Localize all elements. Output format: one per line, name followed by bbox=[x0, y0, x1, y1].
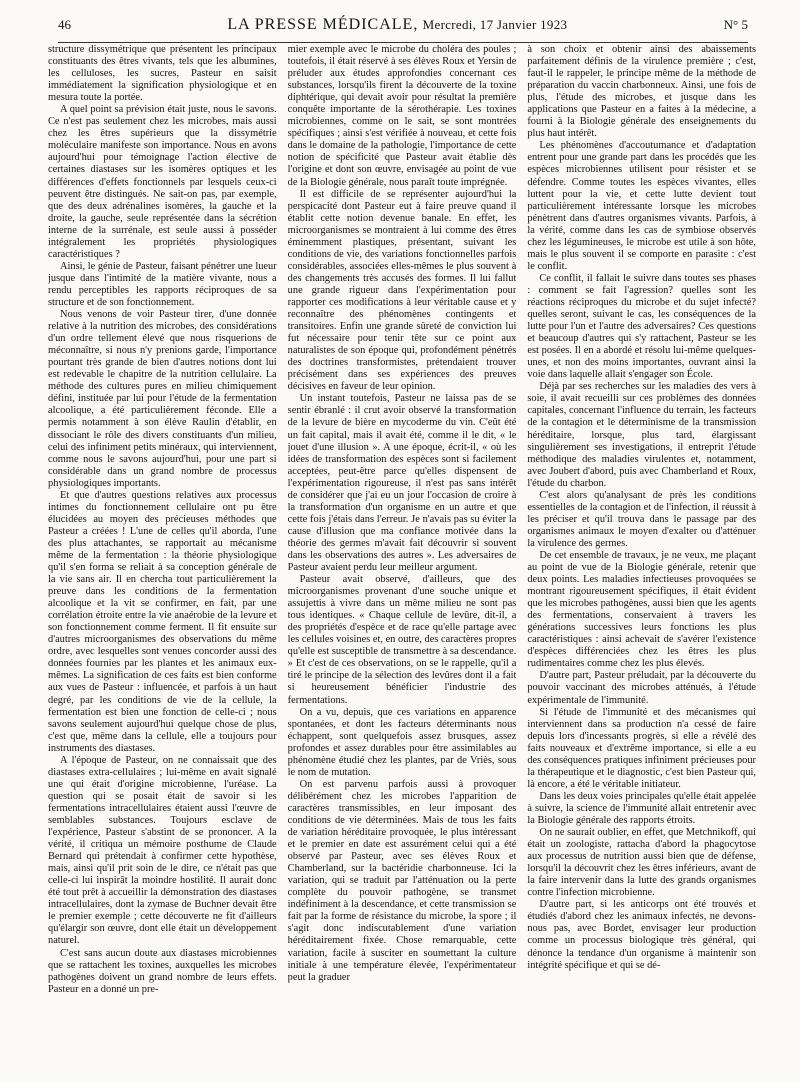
paragraph: A l'époque de Pasteur, on ne connaissait que des diastases extra-cellulaires ; lui-même en avait signalé une qui était d'origine microbienne, l'uréase. La question qui se posait était de savoir si les fermentations intracellulaires étaient aussi l'œuvre de semblables substances. Toujours esclave de l'expérience, Pasteur s'abstint de se prononcer. A la vérité, il critiqua un mémoire posthume de Claude Bernard qui prétendait à confirmer cette hypothèse, mais, ainsi qu'il prit soin de le dire, ce n'était pas que celle-ci lui inspirât la moindre hostilité. Il aurait donc été tout prêt à accueillir la démonstration des diastases intracellulaires, dont la zymase de Buchner devait être le premier exemple ; cette découverte ne fit d'ailleurs qu'élargir son œuvre, dont elle était un développement naturel. bbox=[48, 754, 277, 947]
paragraph: On a vu, depuis, que ces variations en apparence spontanées, et dont les facteurs déterminants nous échappent, sont quelquefois assez brusques, assez profondes et assez durables pour être assimilables au phénomène étudié chez les plantes, par de Vriès, sous le nom de mutation. bbox=[287, 706, 517, 778]
paragraph: Nous venons de voir Pasteur tirer, d'une donnée relative à la nutrition des microbes, des considérations d'un ordre tellement élevé que nous risquerions de méconnaître, si nous n'y prenions garde, l'importance pourtant très grande de bien d'autres notions dont lui est redevable le chapitre de la nutrition cellulaire. La méthode des cultures pures en milieu chimiquement défini, instituée par lui pour l'étude de la fermentation alcoolique, a été particulièrement féconde. Elle a permis notamment à son élève Raulin d'établir, en dissociant le rôle des divers constituants d'un milieu, celui des infiniment petits minéraux, qui interviennent, comme nous le savons aujourd'hui, pour une part si considérable dans un grand nombre de processus physiologiques importants. bbox=[48, 309, 277, 489]
paragraph: Pasteur avait observé, d'ailleurs, que des microorganismes provenant d'une souche unique et assujettis à vivre dans un même milieu ne sont pas tous identiques. « Chaque cellule de levûre, dit-il, a des propriétés d'espèce et de race qu'elle partage avec les cellules voisines et, en outre, des caractères propres qu'elle est susceptible de transmettre à sa descendance. » Et c'est de ces observations, on se le rappelle, qu'il a tiré le principe de la sélection des levûres dont il a fait si heureusement bénéficier l'industrie des fermentations. bbox=[287, 574, 517, 706]
paragraph: Déjà par ses recherches sur les maladies des vers à soie, il avait recueilli sur ces problèmes des données capitales, concernant l'influence du terrain, les facteurs de la contagion et le déterminisme de la transmission héréditaire, lorsque, plus tard, élargissant singulièrement ses investigations, il entreprit l'étude méthodique des maladies virulentes et, notamment, avec Joubert d'abord, puis avec Chamberland et Roux, l'étude du charbon. bbox=[527, 381, 757, 489]
text-column-2 bbox=[288, 44, 517, 1074]
paragraph: à son choix et obtenir ainsi des abaissements parfaitement définis de la virulence première ; c'est, faut-il le rappeler, le principe même de la méthode de préparation du vaccin charbonneux. Ainsi, une fois de plus, l'étude des microbes, et jusque dans les applications que Pasteur en a faites à la médecine, a fourni à la Biologie générale des enseignements du plus haut intérêt. bbox=[527, 44, 757, 140]
paragraph: C'est sans aucun doute aux diastases microbiennes que se rattachent les toxines, auxquelles les microbes pathogènes doivent un grand nombre de leurs effets. Pasteur en a donné un pre- bbox=[48, 947, 277, 995]
issue-date: Mercredi, 17 Janvier 1923 bbox=[422, 17, 568, 32]
paragraph: Si l'étude de l'immunité et des mécanismes qui interviennent dans sa production n'a cessé de faire depuis lors d'incessants progrès, si elle a révélé des faits nouveaux et d'extrême importance, si elle a eu des conséquences pratiques infiniment précieuses pour la thérapeutique et le diagnostic, c'est bien Pasteur qui, là encore, a été le véritable initiateur. bbox=[527, 706, 757, 790]
paragraph: De cet ensemble de travaux, je ne veux, me plaçant au point de vue de la Biologie générale, retenir que deux points. Les maladies infectieuses provoquées se montrant rigoureusement spécifiques, il était évident que les microbes pathogènes, aussi bien que les agents des fermentations, conservaient à travers les générations successives leurs fonctions les plus caractéristiques : ainsi achevait de s'avérer l'existence d'espèces différenciées chez les êtres les plus rudimentaires comme chez les plus élevés. bbox=[527, 549, 757, 670]
paragraph: Les phénomènes d'accoutumance et d'adaptation entrent pour une grande part dans les procédés que les espèces microbiennes utilisent pour résister et se défendre. Comme toutes les espèces vivantes, elles luttent pour la vie, et cette lutte devient tout particulièrement intéressante lorsque les microbes pénètrent dans d'autres organismes vivants. Parfois, à la vérité, comme dans les cas de symbiose observés chez les légumineuses, le microbe est utile à son hôte, mais le plus souvent il se comporte en parasite : c'est le conflit. bbox=[527, 140, 757, 272]
journal-title: LA PRESSE MÉDICALE, bbox=[227, 16, 419, 33]
page-header bbox=[58, 16, 748, 43]
paragraph: D'autre part, si les anticorps ont été trouvés et étudiés d'abord chez les animaux infectés, ne devons-nous pas, avec Bordet, envisager leur production comme un processus biologique très général, qui dénonce la tendance d'un organisme à maintenir son intégrité spécifique et qui se dé- bbox=[527, 899, 757, 971]
paragraph: Ainsi, le génie de Pasteur, faisant pénétrer une lueur jusque dans l'intimité de la matière vivante, nous a rendu perceptibles les rapports réciproques de sa structure et de son fonctionnement. bbox=[48, 260, 277, 308]
paragraph: On ne saurait oublier, en effet, que Metchnikoff, qui était un zoologiste, rattacha d'abord la phagocytose aux processus de nutrition aussi bien que de défense, lorsqu'il la découvrit chez les êtres inférieurs, avant de la faire intervenir dans la lutte des grands organismes contre l'infection microbienne. bbox=[527, 827, 757, 899]
paragraph: C'est alors qu'analysant de près les conditions essentielles de la contagion et de l'infection, il réussit à les préciser et qu'il trouva dans le passage par des organismes animaux le moyen d'exalter ou d'atténuer la virulence des germes. bbox=[527, 489, 757, 549]
text-column-3 bbox=[527, 44, 756, 1074]
article-body bbox=[48, 44, 756, 1074]
paragraph: structure dissymétrique que présentent les principaux constituants des êtres vivants, tels que les albumines, les celluloses, les sucres, Pasteur en saisit immédiatement la signification physiologique et en mesura toute la portée. bbox=[48, 44, 277, 104]
page-number: 46 bbox=[58, 17, 71, 32]
paragraph: Et que d'autres questions relatives aux processus intimes du fonctionnement cellulaire ont pu être élucidées au moyen des précieuses méthodes que Pasteur a créées ! L'une de celles qu'il aborda, l'une des plus attachantes, se rapportait au mécanisme même de la fermentation : la théorie physiologique qu'il s'en forma se reliait à sa conception générale de la vie sans air. Il en chercha tout particulièrement la preuve dans les conditions de la fermentation alcoolique et la vit se confirmer, en fait, par une corrélation étroite entre la vie anaérobie de la levure et son fonctionnement comme ferment. Il fit ensuite sur d'autres microorganismes des observations du même ordre, avec lesquelles sont venues concorder aussi des données fournies par les plantes et les animaux eux-mêmes. La signification de ces faits est bien conforme aux vues de Pasteur : influencée, et parfois à un haut degré, par les conditions de vie de la cellule, la fermentation est bien une fonction de celle-ci ; nous savons seulement aujourd'hui quelque chose de plus, c'est que, même dans la cellule, elle a toujours pour instruments des diastases. bbox=[48, 489, 277, 754]
paragraph: D'autre part, Pasteur préludait, par la découverte du pouvoir vaccinant des microbes atténués, à l'étude expérimentale de l'immunité. bbox=[527, 670, 757, 706]
paragraph: A quel point sa prévision était juste, nous le savons. Ce n'est pas seulement chez les microbes, mais aussi chez les êtres supérieurs que la dissymétrie moléculaire manifeste son importance. Nous en avons aujourd'hui pour témoignage l'action élective de certaines diastases sur les isomères optiques et les différences d'effets fonctionnels par lesquels ceux-ci peuvent être distingués. Ne sait-on pas, par exemple, que des deux adrénalines isomères, la gauche et la droite, la gauche, seule représentée dans la sécrétion interne de la surrénale, est seule aussi à posséder intégralement les propriétés physiologiques caractéristiques ? bbox=[48, 104, 277, 260]
text-column-1 bbox=[48, 44, 277, 1074]
paragraph: mier exemple avec le microbe du choléra des poules ; toutefois, il était réservé à ses élèves Roux et Yersin de préluder aux études approfondies concernant ces substances, lorsqu'ils firent la découverte de la toxine diphtérique, qui devait avoir pour résultat la première conquête importante de la sérothérapie. Les toxines microbiennes, comme on le sait, se sont montrées spécifiques ; ainsi s'est vérifiée à nouveau, et cette fois dans le domaine de la pathologie, l'importance de cette notion de spécificité que Pasteur avait établie dès l'origine et dont son œuvre, envisagée au point de vue de la Biologie générale, nous paraît toute imprégnée. bbox=[287, 44, 517, 188]
paragraph: Un instant toutefois, Pasteur ne laissa pas de se sentir ébranlé : il crut avoir observé la transformation de la levure de bière en mycoderme du vin. C'eût été un fait capital, mais il avait été, comme il le dit, « le jouet d'une illusion ». A une époque, écrit-il, « où les idées de transformation des espèces sont si facilement acceptées, peut-être parce qu'elles dispensent de l'expérimentation rigoureuse, il n'est pas sans intérêt de considérer que j'ai eu un jour l'occasion de croire à la transformation d'un organisme en un autre et que cette fois j'étais dans l'erreur. Je n'avais pas su éviter la cause d'illusion que ma confiance motivée dans la théorie des germes m'avait fait découvrir si souvent dans les observations des autres ». Les adversaires de Pasteur avaient perdu leur meilleur argument. bbox=[287, 393, 517, 574]
journal-masthead bbox=[227, 16, 567, 34]
issue-number: N° 5 bbox=[723, 17, 748, 32]
paragraph: Il est difficile de se représenter aujourd'hui la perspicacité dont Pasteur eut à faire preuve quand il établit cette notion devenue banale. En effet, les microorganismes se montraient à lui comme des êtres éminemment plastiques, présentant, suivant les conditions de vie, des variations fonctionnelles parfois considérables, associées elles-mêmes le plus souvent à des changements très accusés des formes. Il lui fallut une grande rigueur dans l'expérimentation pour rapporter ces modifications à leur véritable cause et y reconnaître des phénomènes contingents et transitoires. Enfin une grande sûreté de conviction lui fut nécessaire pour tenir tête sur ce point aux naturalistes de son époque qui, profondément pénétrés des doctrines transformistes, prétendaient trouver précisément dans ses expériences des preuves décisives en faveur de leur opinion. bbox=[287, 188, 517, 393]
paragraph: Ce conflit, il fallait le suivre dans toutes ses phases : comment se fait l'agression? quelles sont les réactions réciproques du microbe et du sujet infecté? quelles seront, suivant le cas, les conséquences de la lutte pour l'un et l'autre des adversaires? Ces questions et beaucoup d'autres qui s'y rattachent, Pasteur se les est posées. Il en a abordé et résolu lui-même quelques-unes, et non des moins importantes, ouvrant ainsi la voie dans laquelle allait s'engager son École. bbox=[527, 272, 757, 381]
paragraph: On est parvenu parfois aussi à provoquer délibérément chez les microbes l'apparition de caractères transmissibles, en leur imposant des conditions de vie déterminées. Mais de tous les faits de variation héréditaire provoquée, le plus intéressant et le premier en date est assurément celui qui a été observé par Pasteur, avec ses élèves Roux et Chamberland, sur la bactéridie charbonneuse. Ici la variation, qui se traduit par l'atténuation ou la perte complète du pouvoir pathogène, se transmet indéfiniment à la descendance, et cette transmission se fait par la forme de résistance du microbe, la spore ; il s'agit donc indiscutablement d'une variation héréditairement fixée. Chose remarquable, cette variation, facile à susciter en soumettant la culture initiale à une température élevée, l'expérimentateur peut la graduer bbox=[287, 778, 517, 983]
paragraph: Dans les deux voies principales qu'elle était appelée à suivre, la science de l'immunité allait entretenir avec la Biologie générale des rapports étroits. bbox=[527, 790, 757, 826]
